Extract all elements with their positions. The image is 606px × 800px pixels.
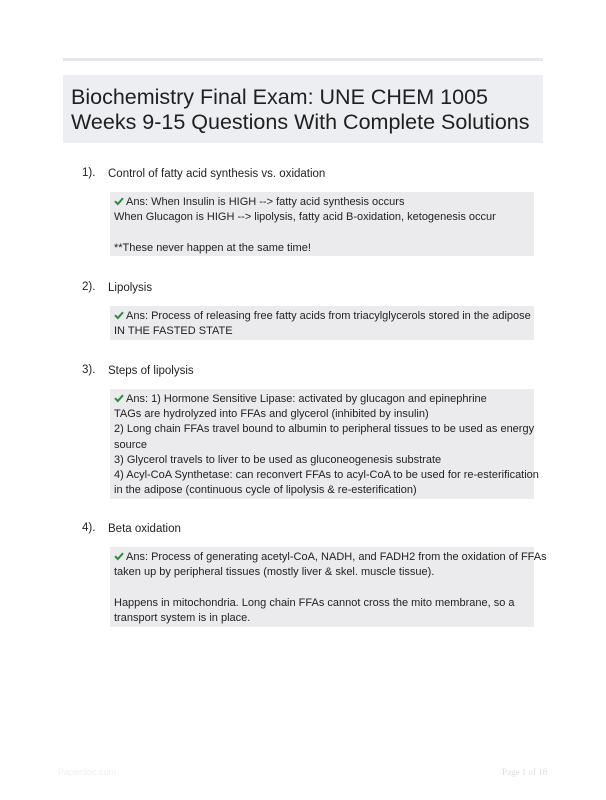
question-number: 3). [82,364,96,376]
check-icon [114,196,124,206]
answer-line: IN THE FASTED STATE [114,325,233,338]
answer-box [110,306,534,340]
title-line-1: Biochemistry Final Exam: UNE CHEM 1005 [71,85,488,109]
question-text: Control of fatty acid synthesis vs. oxidation [108,168,326,180]
answer-box [110,389,539,499]
answer-line: transport system is in place. [114,611,251,624]
question-number: 2). [82,281,96,293]
answer-line: 3) Glycerol travels to liver to be used as gluconeogenesis substrate [114,453,442,466]
answer-line: When Glucagon is HIGH --> lipolysis, fatty acid B-oxidation, ketogenesis occur [114,211,496,224]
answer-line: 2) Long chain FFAs travel bound to albumin to peripheral tissues to be used as energy [114,423,535,436]
answer-line: Happens in mitochondria. Long chain FFAs cannot cross the mito membrane, so a [114,596,515,609]
answer-line: 4) Acyl-CoA Synthetase: can reconvert FFAs to acyl-CoA to be used for re-esterification [114,469,539,482]
question-number: 4). [82,522,96,534]
question-text: Steps of lipolysis [108,365,194,377]
answer-first-line: Ans: Process of releasing free fatty acids from triacylglycerols stored in the adipose [126,310,531,322]
check-icon [114,393,124,403]
answer-first-line: Ans: Process of generating acetyl-CoA, NADH, and FADH2 from the oxidation of FFAs [126,551,547,563]
answer-first-line: Ans: When Insulin is HIGH --> fatty acid synthesis occurs [126,196,405,208]
answer-line [114,225,528,240]
top-divider [63,58,543,61]
title-line-2: Weeks 9-15 Questions With Complete Solutions [71,110,530,134]
check-icon [114,551,124,561]
answer-line: taken up by peripheral tissues (mostly liver & skel. muscle tissue). [114,566,435,579]
answer-box [110,192,534,256]
answer-line [114,580,528,595]
document-title [63,75,543,143]
answer-line: source [114,438,148,451]
page-number: Page 1 of 18 [502,767,548,777]
answer-line: **These never happen at the same time! [114,241,311,254]
answer-line: TAGs are hydrolyzed into FFAs and glycerol (inhibited by insulin) [114,408,429,421]
answer-first-line: Ans: 1) Hormone Sensitive Lipase: activated by glucagon and epinephrine [126,393,487,405]
question-number: 1). [82,167,96,179]
question-text: Lipolysis [108,282,153,294]
check-icon [114,310,124,320]
question-text: Beta oxidation [108,523,181,535]
answer-line: in the adipose (continuous cycle of lipolysis & re-esterification) [114,484,417,497]
answer-box [110,547,547,627]
footer-watermark: Paperdoc.com [58,767,117,777]
